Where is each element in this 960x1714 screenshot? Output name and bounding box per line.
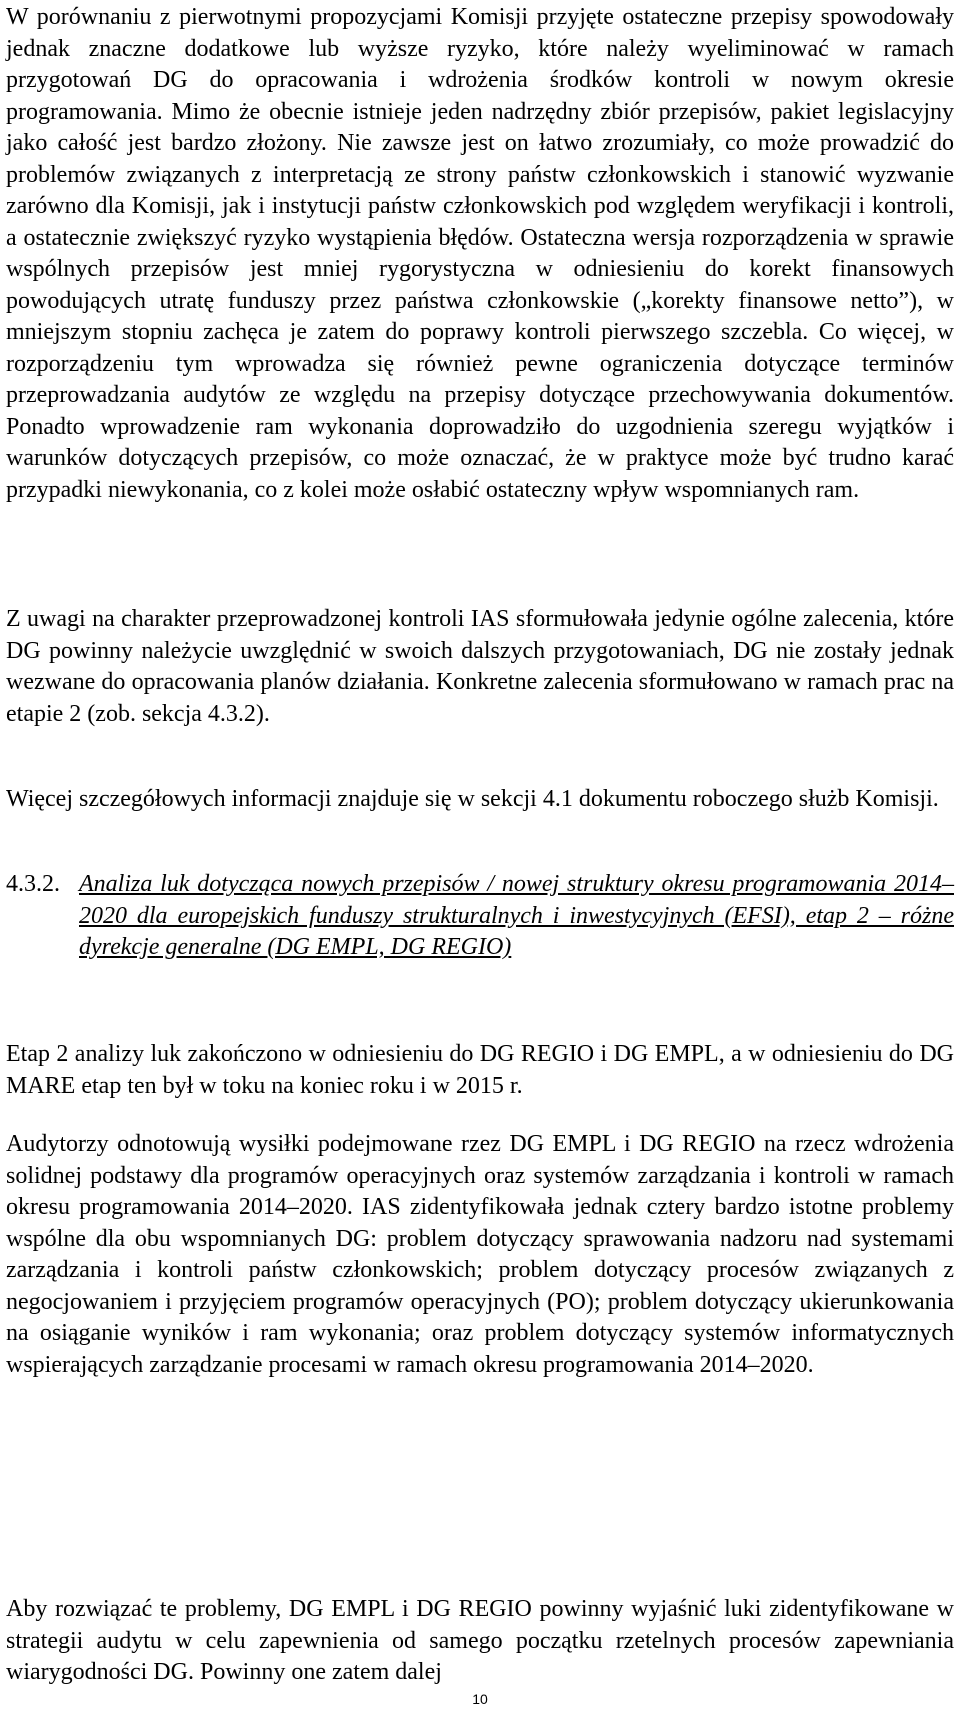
section-number: 4.3.2.	[6, 871, 60, 897]
section-title: Analiza luk dotycząca nowych przepisów / nowej struktury okresu programowania 2014–2020 dla europejskich funduszy strukturalnych i inwestycyjnych (EFSI), etap 2 – różne dyrekcje generalne (DG EMPL, DG REGIO)	[79, 871, 954, 960]
paragraph-ias-recommendations: Z uwagi na charakter przeprowadzonej kontroli IAS sformułowała jedynie ogólne zalecenia, które DG powinny należycie uwzględnić w swoich dalszych przygotowaniach, DG nie zostały jednak wezwane do opracowania planów działania. Konkretne zalecenia sformułowano w ramach prac na etapie 2 (zob. sekcja 4.3.2).	[6, 606, 954, 727]
paragraph-more-info: Więcej szczegółowych informacji znajduje się w sekcji 4.1 dokumentu roboczego służb Komisji.	[6, 786, 939, 812]
paragraph-stage-2: Etap 2 analizy luk zakończono w odniesieniu do DG REGIO i DG EMPL, a w odniesieniu do DG MARE etap ten był w toku na koniec roku i w 2015 r.	[6, 1041, 954, 1099]
section-heading	[6, 869, 954, 964]
page-number: 10	[472, 1691, 488, 1707]
paragraph-auditors-findings: Audytorzy odnotowują wysiłki podejmowane rzez DG EMPL i DG REGIO na rzecz wdrożenia solidnej podstawy dla programów operacyjnych oraz systemów zarządzania i kontroli w ramach okresu programowania 2014–2020. IAS zidentyfikowała jednak cztery bardzo istotne problemy wspólne dla obu wspomnianych DG: problem dotyczący sprawowania nadzoru nad systemami zarządzania i kontroli państw członkowskich; problem dotyczący procesów związanych z negocjowaniem i przyjęciem programów operacyjnych (PO); problem dotyczący ukierunkowania na osiąganie wyników i ram wykonania; oraz problem dotyczący systemów informatycznych wspierających zarządzanie procesami w ramach okresu programowania 2014–2020.	[6, 1131, 954, 1378]
paragraph-solutions: Aby rozwiązać te problemy, DG EMPL i DG REGIO powinny wyjaśnić luki zidentyfikowane w strategii audytu w celu zapewnienia od samego początku rzetelnych procesów zapewniania wiarygodności DG. Powinny one zatem dalej	[6, 1596, 954, 1685]
paragraph-legislative-risks: W porównaniu z pierwotnymi propozycjami Komisji przyjęte ostateczne przepisy spowodowały jednak znaczne dodatkowe lub wyższe ryzyko, które należy wyeliminować w ramach przygotowań DG do opracowania i wdrożenia środków kontroli w nowym okresie programowania. Mimo że obecnie istnieje jeden nadrzędny zbiór przepisów, pakiet legislacyjny jako całość jest bardzo złożony. Nie zawsze jest on łatwo zrozumiały, co może prowadzić do problemów związanych z interpretacją ze strony państw członkowskich i stanowić wyzwanie zarówno dla Komisji, jak i instytucji państw członkowskich pod względem weryfikacji i kontroli, a ostatecznie zwiększyć ryzyko wystąpienia błędów. Ostateczna wersja rozporządzenia w sprawie wspólnych przepisów jest mniej rygorystyczna w odniesieniu do korekt finansowych powodujących utratę funduszy przez państwa członkowskie („korekty finansowe netto”), w mniejszym stopniu zachęca je zatem do poprawy kontroli pierwszego szczebla. Co więcej, w rozporządzeniu tym wprowadza się również pewne ograniczenia dotyczące terminów przeprowadzania audytów ze względu na przepisy dotyczące przechowywania dokumentów. Ponadto wprowadzenie ram wykonania doprowadziło do uzgodnienia szeregu wyjątków i warunków dotyczących przepisów, co może oznaczać, że w praktyce może być trudno karać przypadki niewykonania, co z kolei może osłabić ostateczny wpływ wspomnianych ram.	[6, 4, 954, 503]
